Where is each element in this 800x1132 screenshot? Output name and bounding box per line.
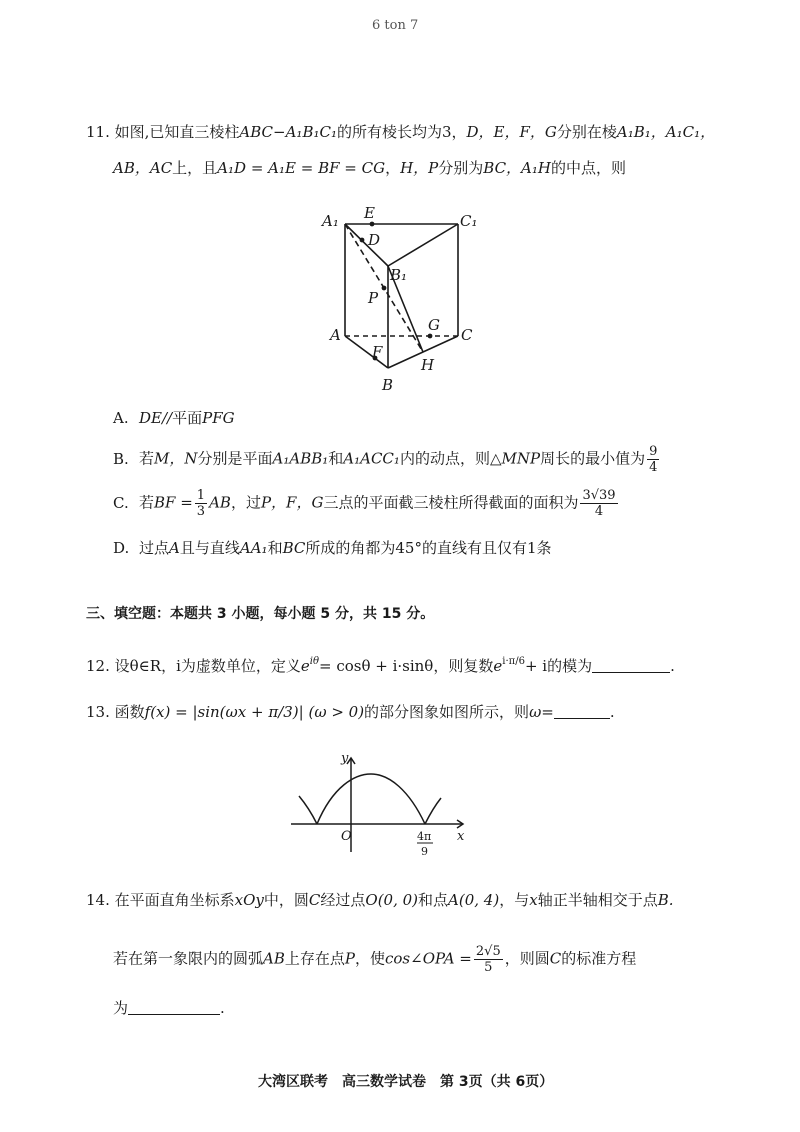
q11-text: 上，且 xyxy=(172,159,218,177)
q14-text: ，则圆 xyxy=(504,949,550,968)
q12-text: ，则复数 xyxy=(433,657,494,675)
q11-text: 的所有棱长均为3， xyxy=(336,123,467,141)
option-label: A. xyxy=(113,409,129,427)
prism-figure xyxy=(310,200,510,400)
label-B: B xyxy=(382,376,394,394)
q13-number: 13. xyxy=(86,703,110,721)
option-math: A₁ACC₁ xyxy=(343,449,400,468)
q14-line-3 xyxy=(113,998,225,1018)
option-math: A xyxy=(169,539,180,557)
q11-mid: BC，A₁H xyxy=(483,159,551,177)
label-H: H xyxy=(421,356,435,374)
q12-math: e xyxy=(493,657,503,675)
curve-left xyxy=(299,796,317,824)
option-text: 过点 xyxy=(139,539,170,557)
curve-main xyxy=(317,774,425,824)
section-3-title: 三、填空题：本题共 3 小题，每小题 5 分，共 15 分。 xyxy=(86,606,435,622)
q11-edges: AB，AC xyxy=(113,159,173,177)
q14-end: . xyxy=(220,999,225,1017)
q14-text: ，使 xyxy=(354,949,385,968)
q11-prism: ABC−A₁B₁C₁ xyxy=(239,123,337,141)
label-B1: B₁ xyxy=(390,266,408,284)
option-text: 内的动点，则 xyxy=(399,449,490,468)
frac-num: 1 xyxy=(196,488,206,503)
q14-math: A(0, 4) xyxy=(448,891,500,909)
q11-number: 11. xyxy=(86,123,110,141)
q11-text: ， xyxy=(385,159,401,177)
q14-text: 和点 xyxy=(418,891,449,909)
q14-text: 上存在点 xyxy=(284,949,345,968)
q11-option-d xyxy=(113,538,552,558)
option-math: PFG xyxy=(202,409,235,427)
option-text: 平面 xyxy=(172,409,203,427)
q12-end: . xyxy=(670,657,675,675)
option-label: C. xyxy=(113,493,129,512)
curve-right xyxy=(425,798,441,824)
option-label: D. xyxy=(113,539,130,557)
q11-option-b xyxy=(113,444,661,475)
frac-den: 5 xyxy=(484,960,493,975)
origin-label: O xyxy=(341,829,352,844)
label-A1: A₁ xyxy=(322,212,339,230)
q11-line-1 xyxy=(86,122,715,142)
option-text: 三点的平面截三棱柱所得截面的面积为 xyxy=(323,493,579,512)
q12-text: 的模为 xyxy=(547,657,593,675)
option-math: BF = xyxy=(154,493,193,512)
label-C1: C₁ xyxy=(460,212,478,230)
label-D: D xyxy=(368,231,381,249)
page-footer: 大湾区联考 高三数学试卷 第 3页（共 6页） xyxy=(258,1074,554,1090)
q14-math: AB xyxy=(263,949,285,968)
label-C: C xyxy=(461,326,473,344)
question-13 xyxy=(86,702,615,722)
tick-den: 9 xyxy=(421,845,428,858)
label-P: P xyxy=(368,289,379,307)
header-fragment: 6 ton 7 xyxy=(372,18,419,33)
q13-answer-blank[interactable] xyxy=(554,718,610,719)
q12-text: 设θ∈R，i为虚数单位，定义 xyxy=(114,657,301,675)
q12-exp: i·π/6 xyxy=(502,656,525,667)
frac-num: 3√39 xyxy=(582,488,616,503)
q13-text: 函数 xyxy=(114,703,145,721)
q11-option-c xyxy=(113,488,620,519)
sine-graph xyxy=(285,748,475,860)
option-text: 分别是平面 xyxy=(197,449,273,468)
q14-line-2 xyxy=(113,944,636,975)
option-text: 若 xyxy=(139,449,155,468)
q11-text: 分别为 xyxy=(438,159,484,177)
option-text: ，过 xyxy=(230,493,261,512)
q12-math: = cosθ + i·sinθ xyxy=(318,657,434,675)
q14-text: ，与 xyxy=(499,891,530,909)
option-math: △MNP xyxy=(489,449,541,468)
q14-number: 14. xyxy=(86,891,110,909)
q14-text: 为 xyxy=(113,999,129,1017)
option-label: B. xyxy=(113,449,129,468)
option-text: 若 xyxy=(139,493,155,512)
option-math: M，N xyxy=(154,449,198,468)
q14-text: 经过点 xyxy=(320,891,366,909)
q14-text: 的标准方程 xyxy=(561,949,637,968)
option-text: 且与直线 xyxy=(179,539,240,557)
q13-text: 的部分图象如图所示，则 xyxy=(364,703,530,721)
option-math: AA₁ xyxy=(239,539,268,557)
q14-math: P xyxy=(344,949,355,968)
frac-den: 4 xyxy=(594,504,604,519)
option-math: DE// xyxy=(139,409,173,427)
q14-math: C xyxy=(549,949,562,968)
label-E: E xyxy=(364,204,375,222)
frac-num: 2√5 xyxy=(475,944,501,959)
q13-omega: ω= xyxy=(529,703,554,721)
q14-math: B. xyxy=(657,891,674,909)
q14-math: C xyxy=(308,891,321,909)
option-text: 和 xyxy=(328,449,344,468)
q12-math: + i xyxy=(524,657,548,675)
fraction-2sqrt5-5 xyxy=(474,944,503,975)
fraction-9-4 xyxy=(647,444,659,475)
q14-text: 在平面直角坐标系 xyxy=(114,891,235,909)
q14-text: 中，圆 xyxy=(263,891,309,909)
frac-den: 4 xyxy=(649,460,658,475)
q12-answer-blank[interactable] xyxy=(592,672,670,673)
frac-num: 9 xyxy=(649,444,658,459)
option-math: AB xyxy=(209,493,231,512)
q11-text: 如图,已知直三棱柱 xyxy=(114,123,240,141)
fraction-1-3 xyxy=(195,488,207,519)
y-axis-label: y xyxy=(341,751,349,766)
q13-end: . xyxy=(609,703,615,721)
q11-points: D，E，F，G xyxy=(466,123,557,141)
option-text: 周长的最小值为 xyxy=(540,449,646,468)
q11-equality: A₁D = A₁E = BF = CG xyxy=(217,159,386,177)
option-math: BC xyxy=(282,539,306,557)
q14-math: cos∠OPA = xyxy=(385,949,472,968)
label-A: A xyxy=(330,326,341,344)
q11-text: 的中点，则 xyxy=(551,159,627,177)
q11-edges: A₁B₁，A₁C₁， xyxy=(616,123,716,141)
q12-exp: iθ xyxy=(309,656,319,667)
q14-text: 轴正半轴相交于点 xyxy=(537,891,658,909)
q14-text: 若在第一象限内的圆弧 xyxy=(113,949,264,968)
q14-math: x xyxy=(529,891,538,909)
frac-den: 3 xyxy=(196,504,206,519)
option-text: 所成的角都为45°的直线有且仅有1条 xyxy=(305,539,552,557)
q14-math: xOy xyxy=(234,891,264,909)
fraction-3sqrt39-4 xyxy=(580,488,617,519)
option-math: A₁ABB₁ xyxy=(272,449,329,468)
q11-hp: H，P xyxy=(400,159,439,177)
q11-option-a xyxy=(113,408,235,428)
q11-text: 分别在棱 xyxy=(556,123,617,141)
q14-line-1 xyxy=(86,890,674,910)
option-math: P，F，G xyxy=(260,493,324,512)
q12-number: 12. xyxy=(86,657,110,675)
label-G: G xyxy=(428,316,440,334)
x-axis-label: x xyxy=(457,829,465,844)
option-text: 和 xyxy=(267,539,283,557)
q14-math: O(0, 0) xyxy=(365,891,419,909)
q11-line-2 xyxy=(113,158,626,178)
q14-answer-blank[interactable] xyxy=(128,1014,220,1015)
tick-num: 4π xyxy=(417,830,432,843)
question-12 xyxy=(86,652,675,676)
q12-math: e xyxy=(300,657,310,675)
label-F: F xyxy=(372,343,383,361)
q13-func: f(x) = |sin(ωx + π/3)| (ω > 0) xyxy=(144,703,365,721)
